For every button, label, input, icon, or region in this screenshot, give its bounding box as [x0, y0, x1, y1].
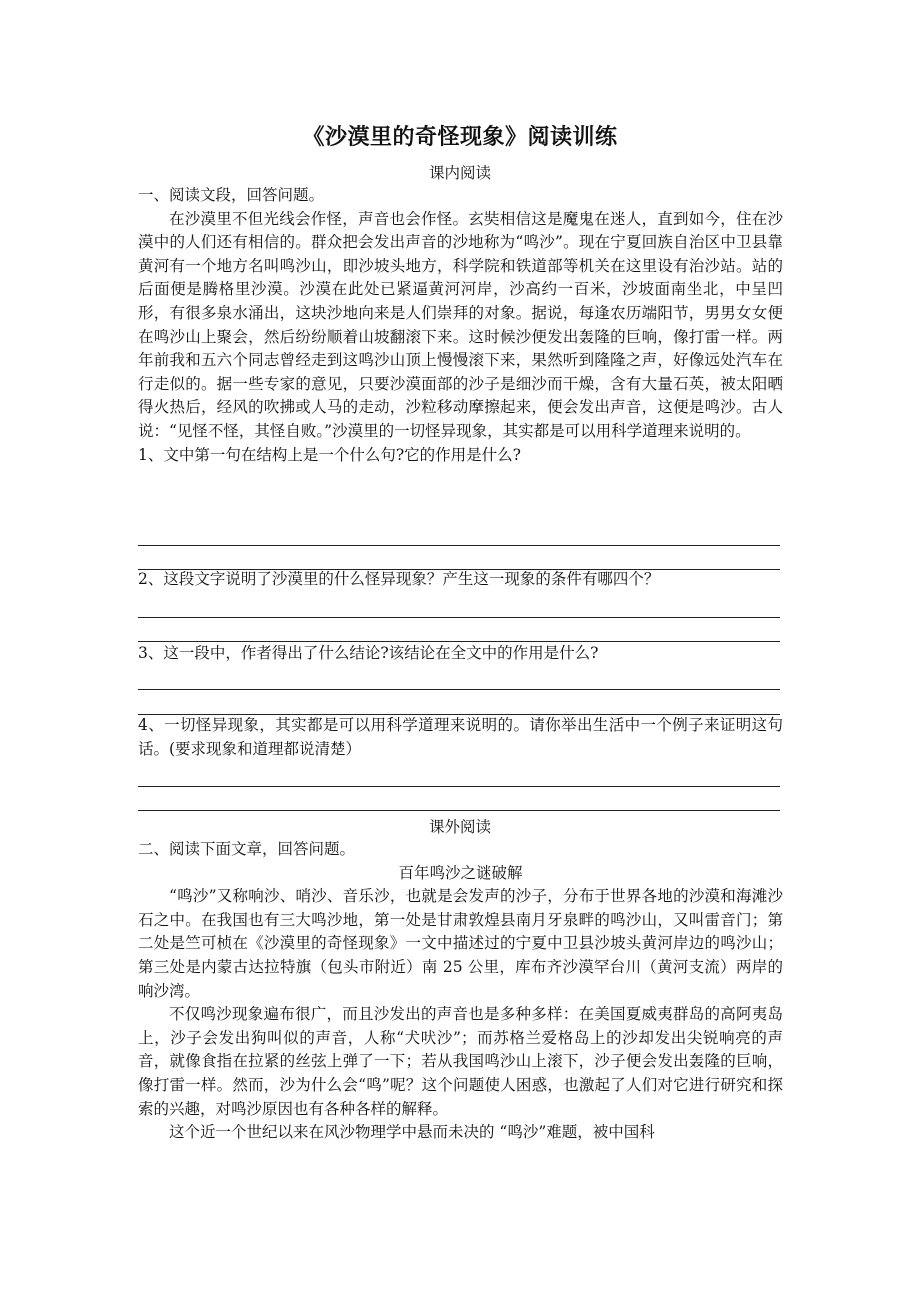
article-paragraph-1: “鸣沙”又称响沙、哨沙、音乐沙，也就是会发声的沙子，分布于世界各地的沙漠和海滩沙石之中。在我国也有三大鸣沙地，第一处是甘肃敦煌县南月牙泉畔的鸣沙山，又叫雷音门；第二处是竺可桢在《沙漠里的奇怪现象》一文中描述过的宁夏中卫县沙坡头黄河岸边的鸣沙山；第三处是内蒙古达拉特旗（包头市附近）南 25 公里，库布齐沙漠罕台川（黄河支流）两岸的响沙湾。	[138, 887, 783, 1000]
section1-instruction: 一、阅读文段，回答问题。	[138, 186, 325, 204]
article-paragraph-2: 不仅鸣沙现象遍布很广，而且沙发出的声音也是多种多样：在美国夏威夷群岛的高阿夷岛上，沙子会发出狗叫似的声音，人称“犬吠沙”；而苏格兰爱格岛上的沙却发出尖锐响亮的声音，就像食指在拉紧的丝弦上弹了一下；若从我国鸣沙山上滚下，沙子便会发出轰隆的巨响，像打雷一样。然而，沙为什么会“鸣”呢？这个问题使人困惑，也激起了人们对它进行研究和探索的兴趣，对鸣沙原因也有各种各样的解释。	[138, 1005, 783, 1118]
section1-passage: 在沙漠里不但光线会作怪，声音也会作怪。玄奘相信这是魔鬼在迷人，直到如今，住在沙漠中的人们还有相信的。群众把会发出声音的沙地称为“鸣沙”。现在宁夏回族自治区中卫县靠黄河有一个地方名叫鸣沙山，即沙坡头地方，科学院和铁道部等机关在这里设有治沙站。站的后面便是腾格里沙漠。沙漠在此处已紧逼黄河河岸，沙高约一百米，沙坡面南坐北，中呈凹形，有很多泉水涌出，这块沙地向来是人们崇拜的对象。据说，每逢农历端阳节，男男女女便在鸣沙山上聚会，然后纷纷顺着山坡翻滚下来。这时候沙便发出轰隆的巨响，像打雷一样。两年前我和五六个同志曾经走到这鸣沙山顶上慢慢滚下来，果然听到隆隆之声，好像远处汽车在行走似的。据一些专家的意见，只要沙漠面部的沙子是细沙而干燥，含有大量石英，被太阳晒得火热后，经风的吹拂或人马的走动，沙粒移动摩擦起来，便会发出声音，这便是鸣沙。古人说：“见怪不怪，其怪自败。”沙漠里的一切怪异现象，其实都是可以用科学道理来说明的。	[138, 209, 783, 440]
answer-line[interactable]	[138, 810, 780, 811]
question-2: 2、这段文字说明了沙漠里的什么怪异现象？产生这一现象的条件有哪四个？	[138, 570, 660, 588]
section1-content	[138, 184, 783, 467]
section-heading-extra: 课外阅读	[428, 818, 491, 836]
question-4-block	[138, 714, 783, 761]
answer-line[interactable]	[138, 545, 780, 546]
question-2-block	[138, 568, 783, 592]
answer-line[interactable]	[138, 617, 780, 618]
question-3: 3、这一段中，作者得出了什么结论?该结论在全文中的作用是什么?	[138, 644, 599, 662]
question-3-block	[138, 642, 783, 666]
question-1: 1、文中第一句在结构上是一个什么句?它的作用是什么?	[138, 445, 521, 464]
section2-instruction: 二、阅读下面文章，回答问题。	[138, 840, 356, 858]
answer-line[interactable]	[138, 786, 780, 787]
article-title: 百年鸣沙之谜破解	[398, 863, 523, 882]
article-paragraph-3: 这个近一个世纪以来在风沙物理学中悬而未决的 “鸣沙”难题，被中国科	[169, 1123, 655, 1142]
section2-content	[138, 838, 783, 1145]
question-4: 4、一切怪异现象，其实都是可以用科学道理来说明的。请你举出生活中一个例子来证明这句话。(要求现象和道理都说清楚）	[138, 716, 783, 758]
section-heading-in-class: 课内阅读	[428, 164, 491, 182]
answer-line[interactable]	[138, 689, 780, 690]
page-title: 《沙漠里的奇怪现象》阅读训练	[302, 125, 618, 150]
